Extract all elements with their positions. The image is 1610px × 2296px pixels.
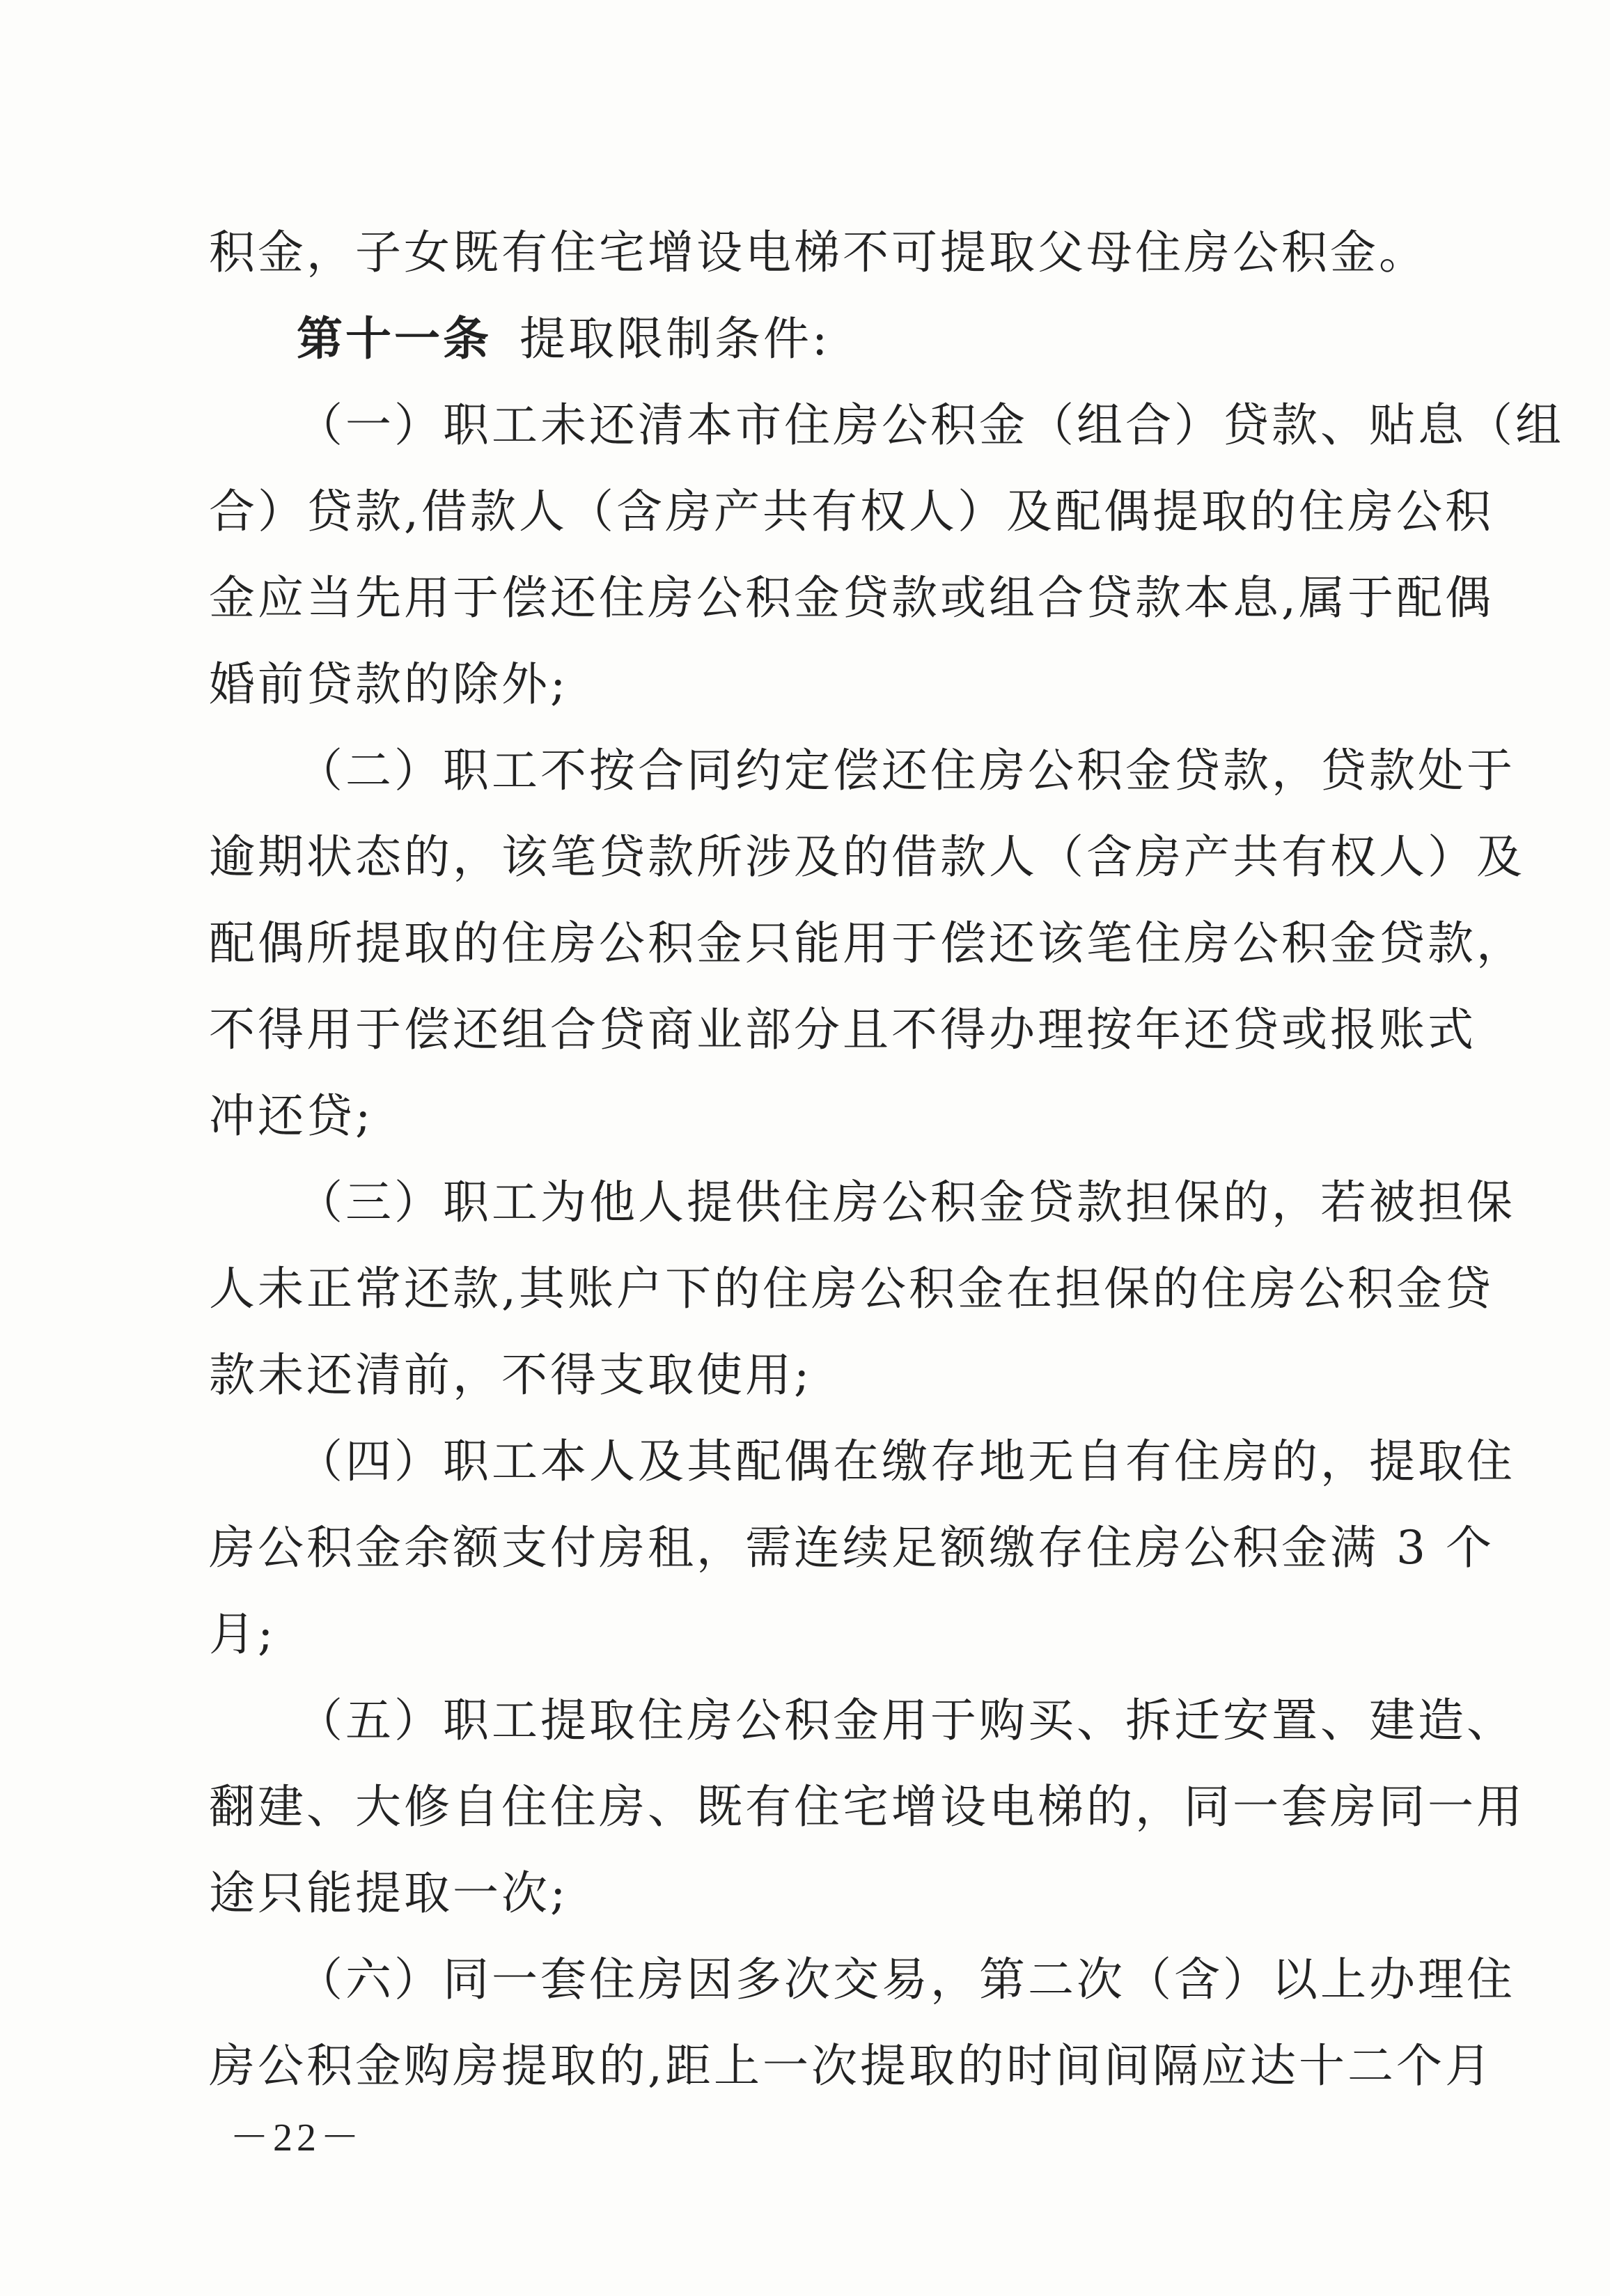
text-line: （六）同一套住房因多次交易，第二次（含）以上办理住: [297, 1953, 1515, 2006]
text-line: 积金，子女既有住宅增设电梯不可提取父母住房公积金。: [209, 226, 1428, 279]
text-line: 人未正常还款,其账户下的住房公积金在担保的住房公积金贷: [209, 1262, 1494, 1315]
document-body: [209, 226, 1564, 2130]
text-line: 婚前贷款的除外;: [209, 657, 569, 711]
article-title: 第十一条: [297, 312, 492, 366]
text-line: 金应当先用于偿还住房公积金贷款或组合贷款本息,属于配偶: [209, 571, 1494, 625]
text-line: 冲还贷;: [209, 1089, 374, 1143]
text-line: 款未还清前，不得支取使用;: [209, 1348, 813, 1402]
page-number: －22－: [230, 2116, 364, 2160]
text-line: 途只能提取一次;: [209, 1866, 569, 1920]
text-line: （二）职工不按合同约定偿还住房公积金贷款，贷款处于: [297, 744, 1515, 797]
text-line: 翻建、大修自住住房、既有住宅增设电梯的，同一套房同一用: [209, 1780, 1525, 1834]
text-line: 房公积金余额支付房租，需连续足额缴存住房公积金满 3 个: [209, 1521, 1494, 1575]
text-line: 月;: [209, 1607, 276, 1661]
text-line: 配偶所提取的住房公积金只能用于偿还该笔住房公积金贷款，: [209, 916, 1525, 970]
article-heading-line: [209, 312, 1410, 403]
text-line: （一）职工未还清本市住房公积金（组合）贷款、贴息（组: [297, 398, 1564, 452]
text-line: （四）职工本人及其配偶在缴存地无自有住房的，提取住: [297, 1435, 1515, 1488]
text-line: 合）贷款,借款人（含房产共有权人）及配偶提取的住房公积: [209, 485, 1494, 538]
text-line: （五）职工提取住房公积金用于购买、拆迁安置、建造、: [297, 1694, 1515, 1747]
article-heading-text: 提取限制条件:: [519, 312, 831, 366]
text-line: 逾期状态的，该笔贷款所涉及的借款人（含房产共有权人）及: [209, 830, 1525, 884]
text-line: 不得用于偿还组合贷商业部分且不得办理按年还贷或报账式: [209, 1003, 1476, 1056]
text-line: （三）职工为他人提供住房公积金贷款担保的，若被担保: [297, 1176, 1515, 1229]
text-line: 房公积金购房提取的,距上一次提取的时间间隔应达十二个月: [209, 2039, 1494, 2093]
